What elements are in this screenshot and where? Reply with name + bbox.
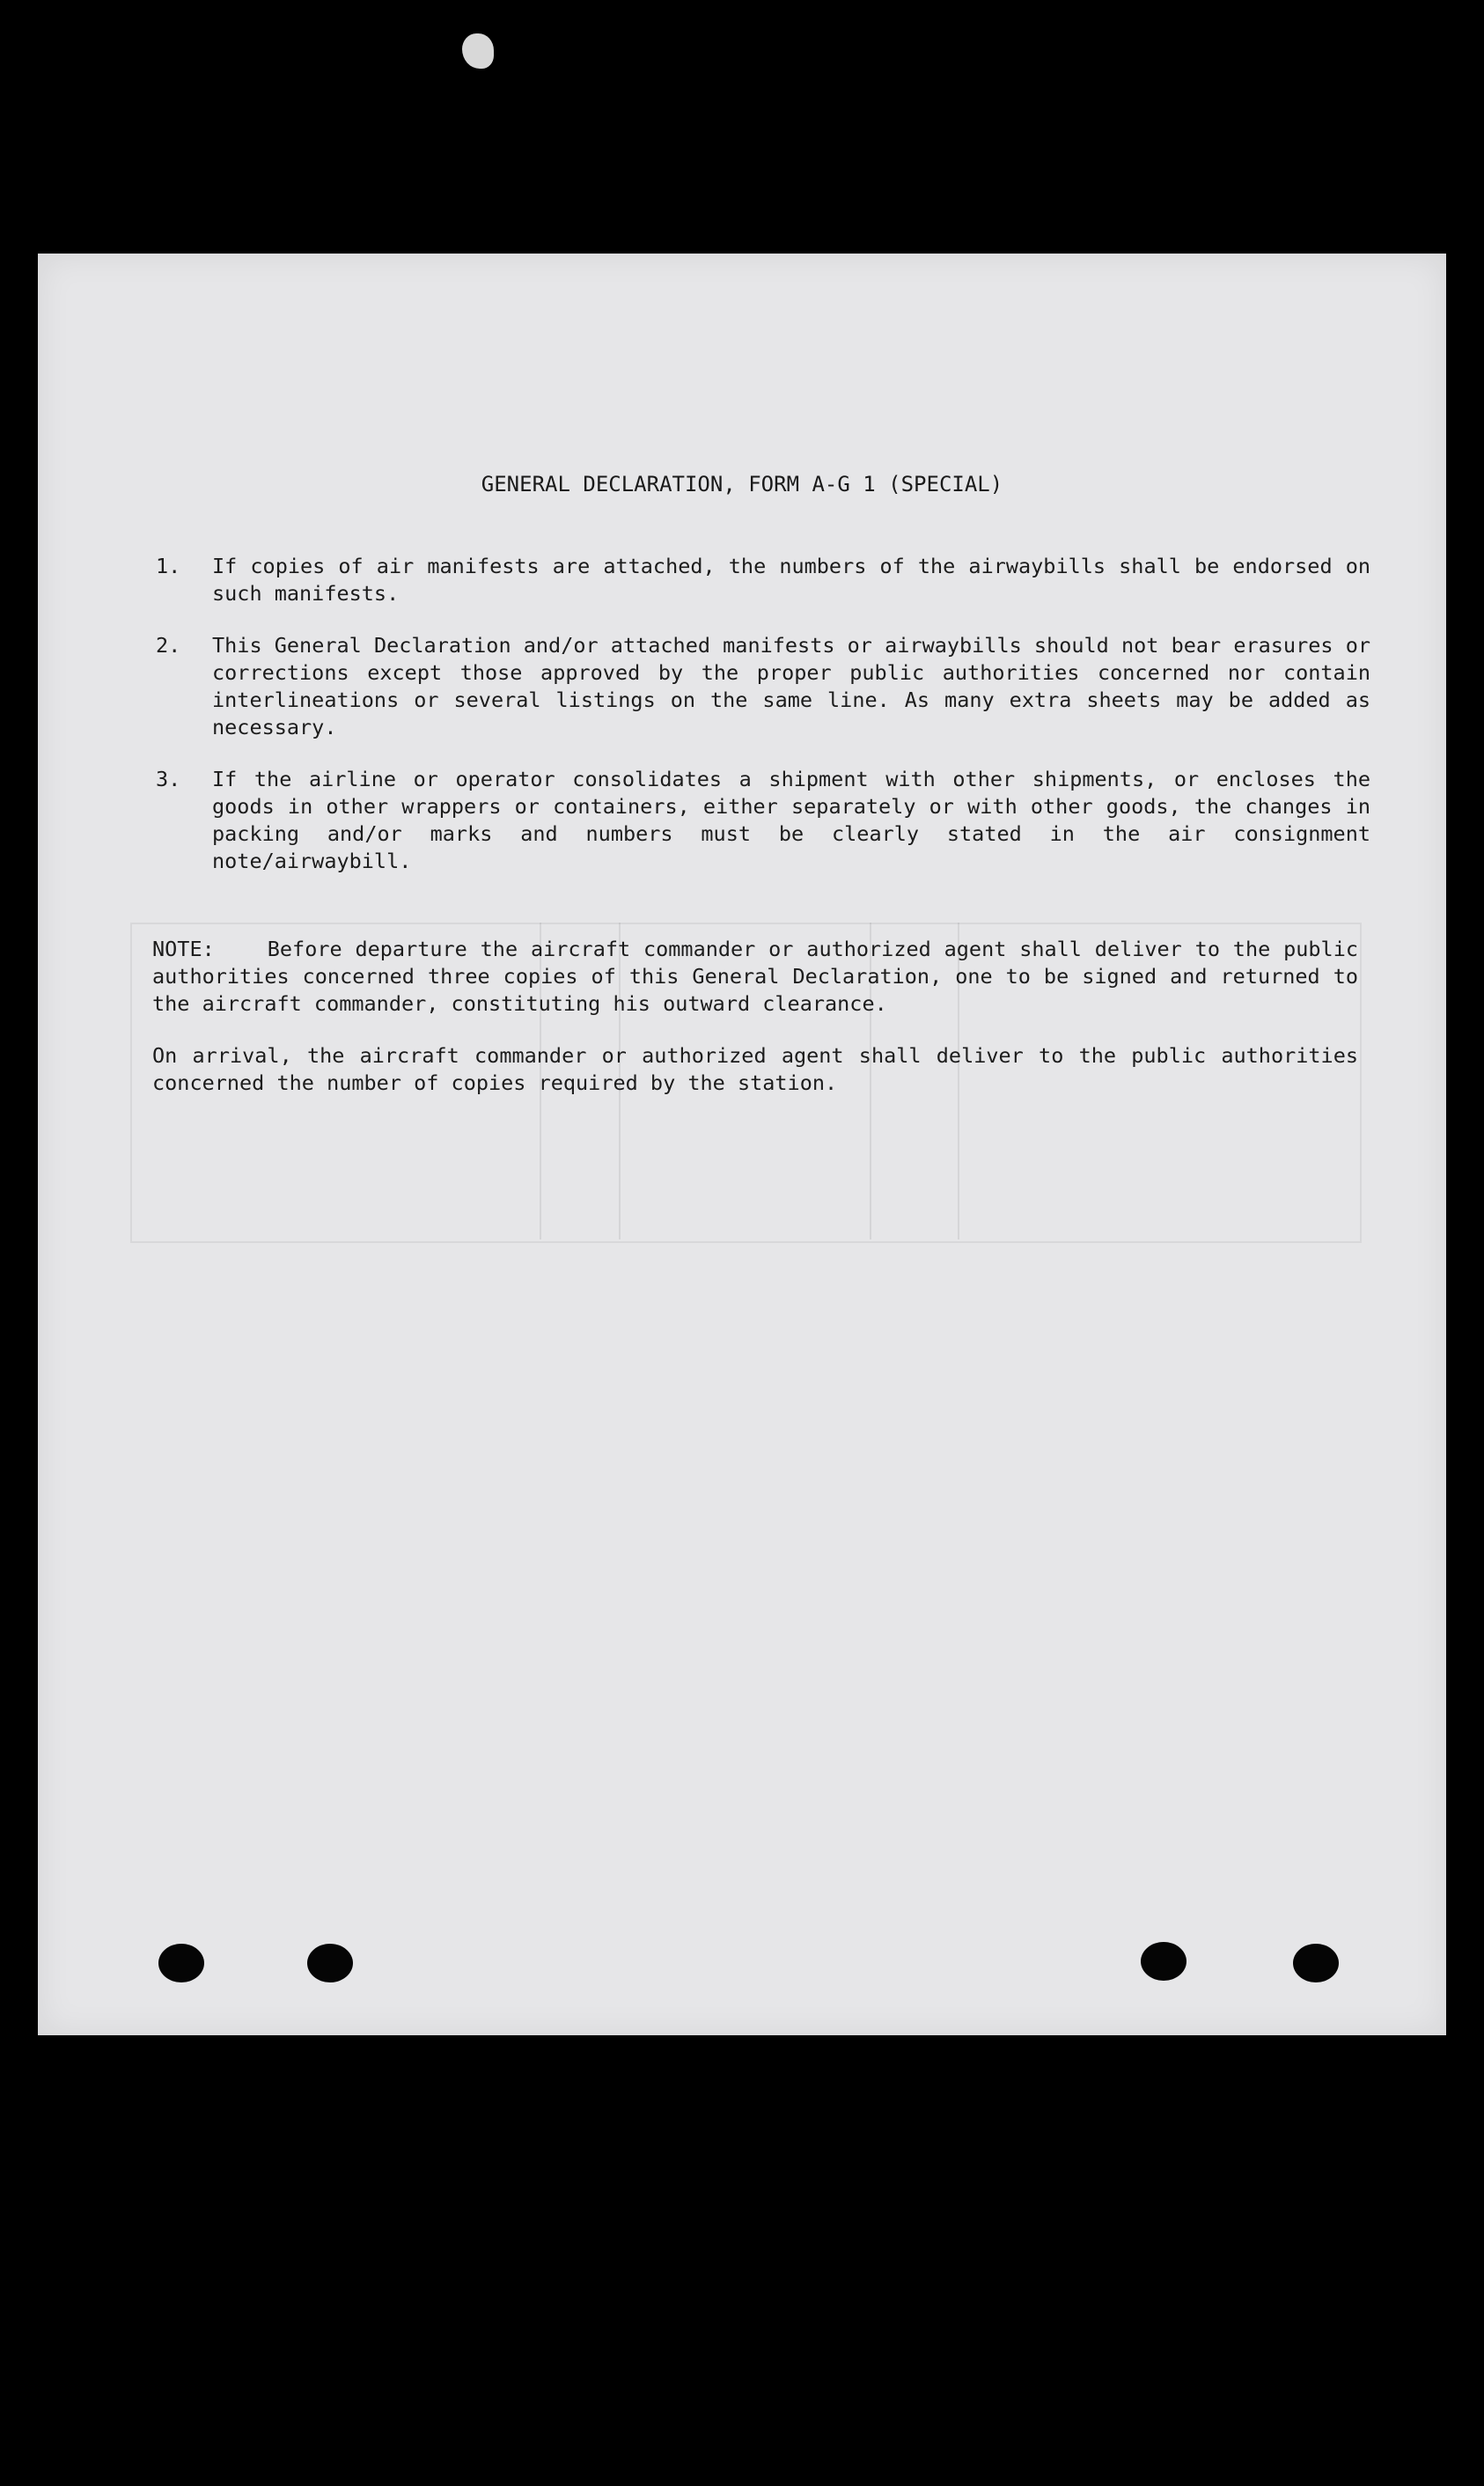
- note-block: [152, 936, 1358, 1122]
- instruction-text: If copies of air manifests are attached, the numbers of the airwaybills shall be endorsed on such manifests.: [212, 554, 1370, 606]
- instruction-number: 1.: [156, 554, 181, 578]
- note-paragraph: [152, 936, 1358, 1018]
- instruction-item: [156, 766, 1370, 875]
- punch-hole: [1141, 1942, 1186, 1981]
- scanned-page: [38, 254, 1446, 2035]
- instruction-item: [156, 632, 1370, 741]
- note-label: NOTE:: [152, 937, 215, 961]
- instruction-list: [156, 553, 1370, 900]
- instruction-text: If the airline or operator consolidates a shipment with other shipments, or encloses the goods in other wrappers or containers, either separately or with other goods, the changes in packing and/or marks and numbers must be clearly stated in the air consignment note/airwaybill.: [212, 767, 1370, 873]
- instruction-number: 2.: [156, 633, 181, 658]
- punch-hole: [1293, 1944, 1339, 1982]
- arrival-paragraph: On arrival, the aircraft commander or authorized agent shall deliver to the public authorities concerned the number of copies required by the station.: [152, 1043, 1358, 1095]
- ink-blot: [462, 33, 494, 69]
- punch-hole: [307, 1944, 353, 1982]
- document-title: GENERAL DECLARATION, FORM A-G 1 (SPECIAL): [481, 472, 1003, 496]
- instruction-item: [156, 553, 1370, 607]
- instruction-number: 3.: [156, 767, 181, 791]
- instruction-text: This General Declaration and/or attached manifests or airwaybills should not bear erasures or corrections except those approved by the proper public authorities concerned nor contain interlineations or several listings on the same line. As many extra sheets may be added as necessary.: [212, 633, 1370, 739]
- punch-hole: [158, 1944, 204, 1982]
- note-text: Before departure the aircraft commander or authorized agent shall deliver to the public authorities concerned three copies of this General Declaration, one to be signed and returned to the aircraft commander, constituting his outward clearance.: [152, 937, 1358, 1016]
